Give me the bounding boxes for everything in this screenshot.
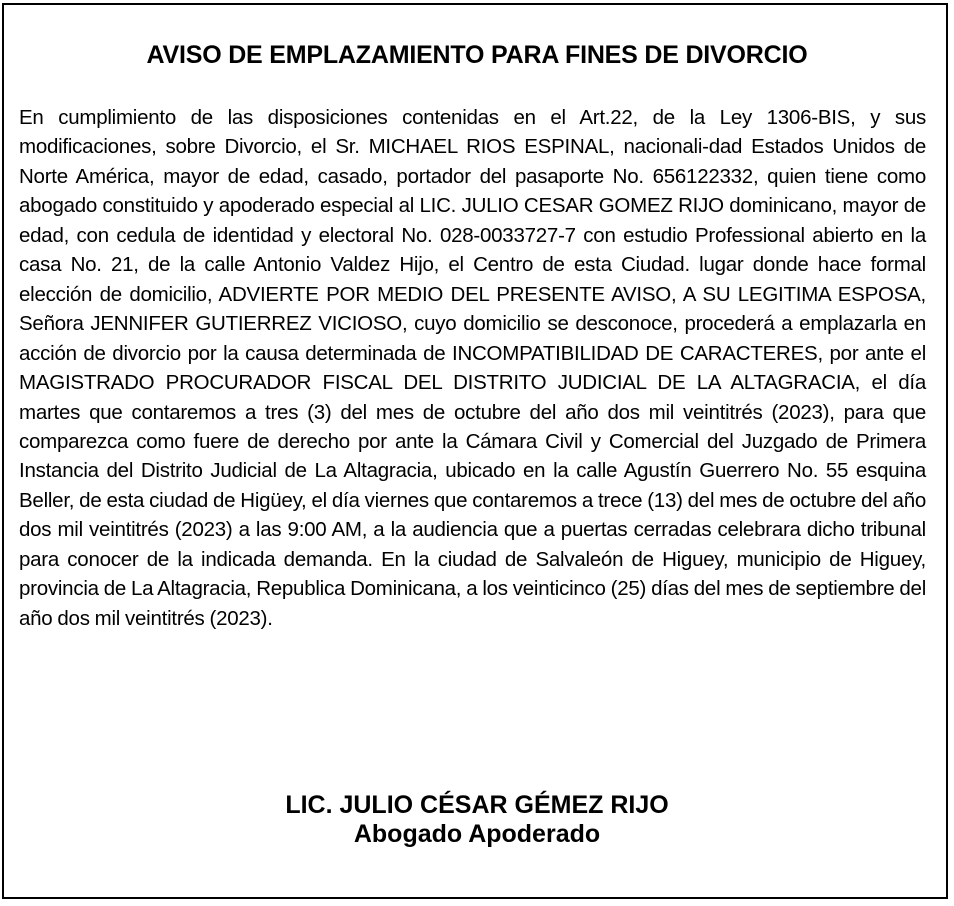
- notice-body: En cumplimiento de las disposiciones contenidas en el Art.22, de la Ley 1306-BIS, y sus modificaciones, sobre Divorcio, el Sr. MICHAEL RIOS ESPINAL, nacionali-dad Estados Unidos de Norte América, mayor de edad, casado, portador del pasaporte No. 656122332, quien tiene como abogado constituido y apoderado especial al LIC. JULIO CESAR GOMEZ RIJO dominicano, mayor de edad, con cedula de identidad y electoral No. 028-0033727-7 con estudio Professional abierto en la casa No. 21, de la calle Antonio Valdez Hijo, el Centro de esta Ciudad. lugar donde hace formal elección de domicilio, ADVIERTE POR MEDIO DEL PRESENTE AVISO, A SU LEGITIMA ESPOSA, Señora JENNIFER GUTIERREZ VICIOSO, cuyo domicilio se desconoce, procederá a emplazarla en acción de divorcio por la causa determinada de INCOMPATIBILIDAD DE CARACTERES, por ante el MAGISTRADO PROCURADOR FISCAL DEL DISTRITO JUDICIAL DE LA ALTAGRACIA, el día martes que contaremos a tres (3) del mes de octubre del año dos mil veintitrés (2023), para que comparezca como fuere de derecho por ante la Cámara Civil y Comercial del Juzgado de Primera Instancia del Distrito Judicial de La Altagracia, ubicado en la calle Agustín Guerrero No. 55 esquina Beller, de esta ciudad de Higüey, el día viernes que contaremos a trece (13) del mes de octubre del año dos mil veintitrés (2023) a las 9:00 AM, a la audiencia que a puertas cerradas celebrara dicho tribunal para conocer de la indicada demanda. En la ciudad de Salvaleón de Higuey, municipio de Higuey, provincia de La Altagracia, Republica Dominicana, a los veinticinco (25) días del mes de septiembre del año dos mil veintitrés (2023).: [19, 106, 926, 630]
- notice-title: AVISO DE EMPLAZAMIENTO PARA FINES DE DIVORCIO: [146, 41, 808, 69]
- signature-role: Abogado Apoderado: [353, 820, 601, 848]
- signature-name: LIC. JULIO CÉSAR GÉMEZ RIJO: [285, 791, 669, 819]
